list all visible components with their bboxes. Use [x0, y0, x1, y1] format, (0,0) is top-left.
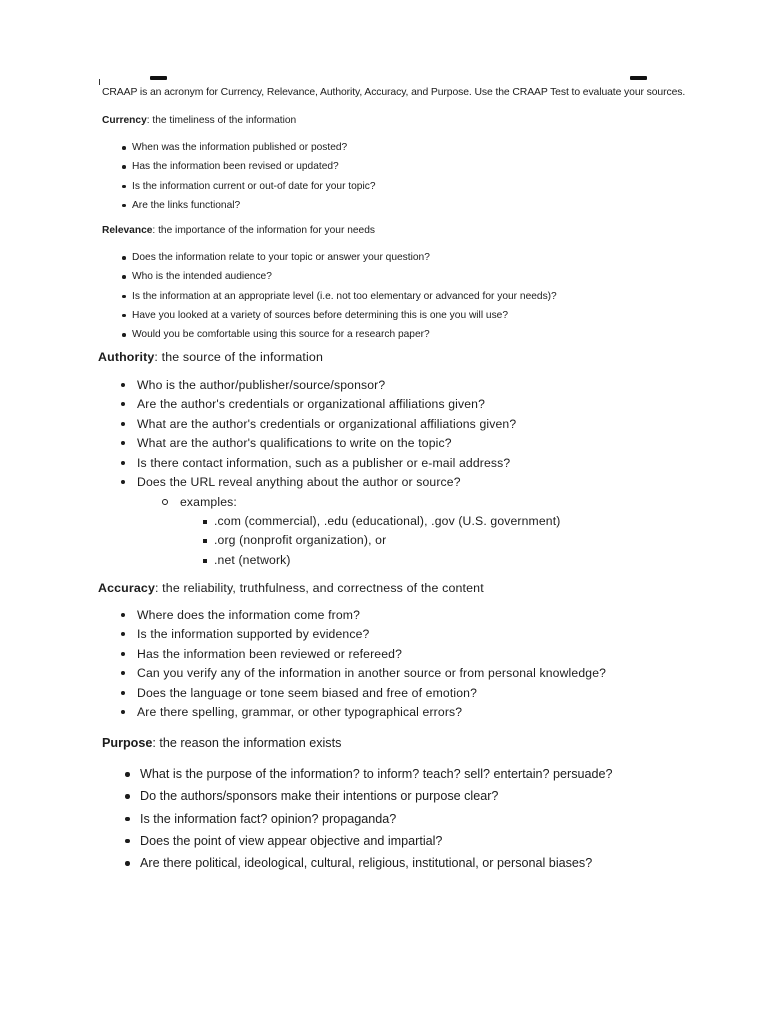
scan-mark-left-tick — [99, 79, 100, 85]
authority-examples-list — [180, 495, 237, 509]
relevance-definition: : the importance of the information for your needs — [152, 225, 375, 236]
list-item: .org (nonprofit organization), or — [214, 533, 560, 552]
relevance-heading — [102, 225, 557, 236]
purpose-section — [102, 736, 341, 750]
accuracy-heading — [98, 581, 484, 595]
currency-term: Currency — [102, 115, 147, 126]
authority-term: Authority — [98, 350, 155, 364]
list-item: Who is the intended audience? — [132, 271, 557, 290]
relevance-term: Relevance — [102, 225, 153, 236]
list-item: Are the links functional? — [132, 200, 376, 219]
authority-section — [98, 350, 323, 364]
purpose-question-list — [140, 767, 613, 878]
list-item: .com (commercial), .edu (educational), .gov (U.S. government) — [214, 514, 560, 533]
list-item: Are there spelling, grammar, or other typographical errors? — [137, 705, 606, 724]
intro-text: CRAAP is an acronym for Currency, Relevance, Authority, Accuracy, and Purpose. Use the CRAAP Test to evaluate your sources. — [102, 87, 686, 98]
list-item: Has the information been reviewed or refereed? — [137, 647, 606, 666]
list-item: Does the URL reveal anything about the author or source? — [137, 475, 516, 494]
list-item: Would you be comfortable using this source for a research paper? — [132, 329, 557, 348]
list-item: Does the point of view appear objective and impartial? — [140, 834, 613, 856]
purpose-definition: : the reason the information exists — [152, 736, 342, 750]
accuracy-section — [98, 581, 484, 595]
list-item: When was the information published or posted? — [132, 142, 376, 161]
list-item: Has the information been revised or updated? — [132, 161, 376, 180]
list-item: Is the information fact? opinion? propaganda? — [140, 812, 613, 834]
list-item: Does the information relate to your topic or answer your question? — [132, 252, 557, 271]
list-item: What are the author's credentials or organizational affiliations given? — [137, 417, 516, 436]
list-item: Who is the author/publisher/source/sponsor? — [137, 378, 516, 397]
accuracy-term: Accuracy — [98, 581, 155, 595]
list-item: Where does the information come from? — [137, 608, 606, 627]
currency-question-list — [102, 142, 376, 219]
scan-mark-right — [630, 76, 647, 80]
scan-mark-left — [150, 76, 167, 80]
list-item: Does the language or tone seem biased and free of emotion? — [137, 686, 606, 705]
list-item: Are the author's credentials or organizational affiliations given? — [137, 397, 516, 416]
relevance-section — [102, 225, 557, 348]
list-item: Are there political, ideological, cultural, religious, institutional, or personal biases? — [140, 856, 613, 878]
list-item: Is the information current or out-of date for your topic? — [132, 181, 376, 200]
currency-heading — [102, 115, 376, 126]
accuracy-question-list — [137, 608, 606, 724]
list-item: Do the authors/sponsors make their intentions or purpose clear? — [140, 789, 613, 811]
authority-heading — [98, 350, 323, 364]
list-item: Can you verify any of the information in another source or from personal knowledge? — [137, 666, 606, 685]
list-item: What is the purpose of the information? to inform? teach? sell? entertain? persuade? — [140, 767, 613, 789]
currency-definition: : the timeliness of the information — [146, 115, 297, 126]
purpose-heading — [102, 736, 341, 750]
list-item: Is the information supported by evidence? — [137, 627, 606, 646]
list-item: Have you looked at a variety of sources before determining this is one you will use? — [132, 310, 557, 329]
currency-section — [102, 115, 376, 219]
list-item: What are the author's qualifications to write on the topic? — [137, 436, 516, 455]
accuracy-definition: : the reliability, truthfulness, and correctness of the content — [155, 581, 484, 595]
list-item: Is the information at an appropriate level (i.e. not too elementary or advanced for your needs)? — [132, 291, 557, 310]
examples-label: examples: — [180, 495, 237, 509]
list-item: .net (network) — [214, 553, 560, 572]
authority-question-list — [137, 378, 516, 494]
list-item: Is there contact information, such as a publisher or e-mail address? — [137, 456, 516, 475]
authority-example-items — [214, 514, 560, 572]
authority-definition: : the source of the information — [154, 350, 323, 364]
relevance-question-list — [102, 252, 557, 348]
purpose-term: Purpose — [102, 736, 153, 750]
